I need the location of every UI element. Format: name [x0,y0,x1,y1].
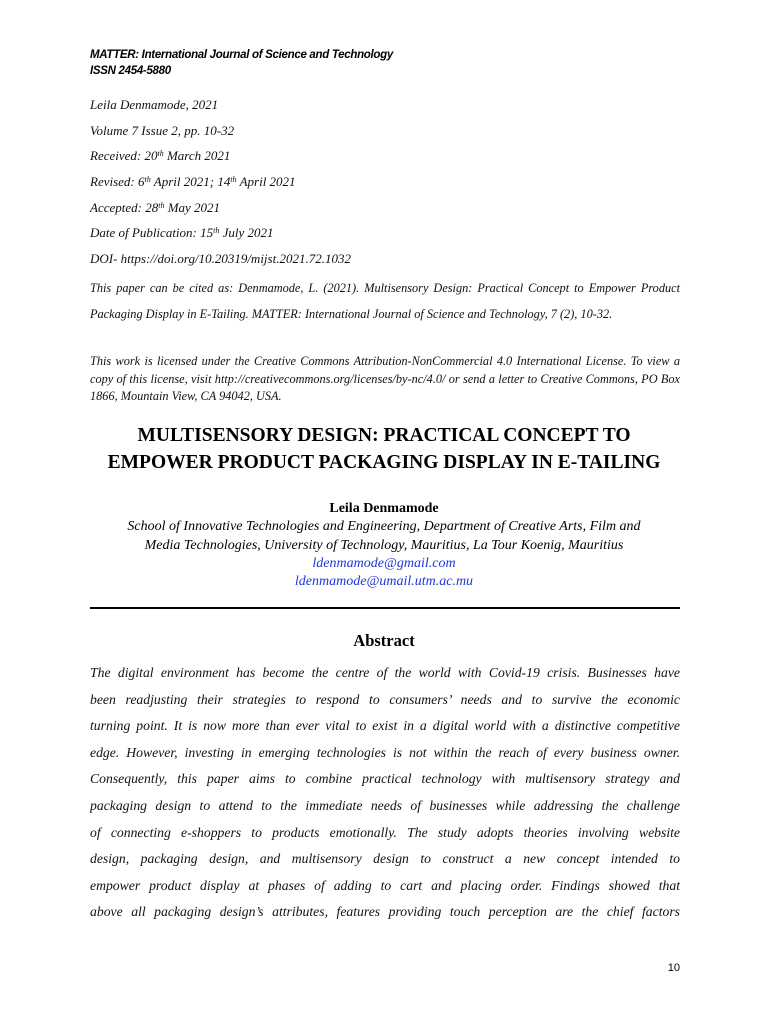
accepted-date: Accepted: 28th May 2021 [90,199,221,215]
abstract-line: been readjusting their strategies to respond to consumers’ needs and to survive the economic [90,691,680,707]
abstract-line: packaging design to attend to the immediate needs of businesses while addressing the challenge [90,797,680,813]
abstract-heading: Abstract [353,631,415,650]
divider [90,607,680,609]
affiliation [80,518,688,555]
abstract-line: above all packaging design’s attributes, features providing touch perception are the chief factors [90,904,680,920]
abstract-line: empower product display at phases of adding to cart and placing order. Findings showed that [90,877,680,893]
journal-name: MATTER: International Journal of Science and Technology [90,49,393,61]
volume-info: Volume 7 Issue 2, pp. 10-32 [90,122,235,138]
citation-text: This paper can be cited as: Denmamode, L. (2021). Multisensory Design: Practical Concept to Empower Product Packaging Display in E-Tailing. MATTER: International Journal of Science and Technology, 7 (2), 10-32. [90,281,680,321]
abstract-line: of connecting e-shoppers to products emotionally. The study adopts theories involving website [90,824,680,840]
abstract-line: The digital environment has become the centre of the world with Covid-19 crisis. Businesses have [90,665,680,680]
author-name: Leila Denmamode [329,501,439,516]
journal-header [90,47,393,79]
email-utm [80,573,688,591]
abstract-line: design, packaging design, and multisensory design to construct a new concept intended to [90,851,680,867]
abstract-line: Consequently, this paper aims to combine practical technology with multisensory strategy and [90,771,680,787]
page-number: 10 [667,962,680,974]
paper-title [80,422,688,476]
email-link[interactable]: ldenmamode@umail.utm.ac.mu [294,574,474,589]
license-text: This work is licensed under the Creative Commons Attribution-NonCommercial 4.0 International License. To view a copy of this license, visit http://creativecommons.org/licenses/by-nc/4.0/ or send a letter to Creative Commons, PO Box 1866, Mountain View, CA 94042, USA. [90,354,680,403]
abstract-line: edge. However, investing in emerging technologies is not within the reach of every business owner. [90,744,680,760]
title-line: MULTISENSORY DESIGN: PRACTICAL CONCEPT TO [137,425,631,446]
received-date: Received: 20th March 2021 [90,148,231,164]
doi: DOI- https://doi.org/10.20319/mijst.2021.72.1032 [90,251,351,267]
revised-date: Revised: 6th April 2021; 14th April 2021 [90,174,296,190]
abstract-line: turning point. It is now more than ever vital to exist in a digital world with a distinctive competitive [90,718,680,734]
author-year: Leila Denmamode, 2021 [90,97,219,112]
publication-date: Date of Publication: 15th July 2021 [90,225,274,241]
article-metadata [90,94,680,274]
issn: ISSN 2454-5880 [90,65,171,77]
title-line: EMPOWER PRODUCT PACKAGING DISPLAY IN E-TAILING [107,452,661,473]
email-gmail [80,555,688,573]
email-link[interactable]: ldenmamode@gmail.com [312,556,456,571]
affiliation-line: Media Technologies, University of Technology, Mauritius, La Tour Koenig, Mauritius [144,537,624,553]
affiliation-line: School of Innovative Technologies and Engineering, Department of Creative Arts, Film and [127,519,641,534]
abstract-body [90,660,680,926]
